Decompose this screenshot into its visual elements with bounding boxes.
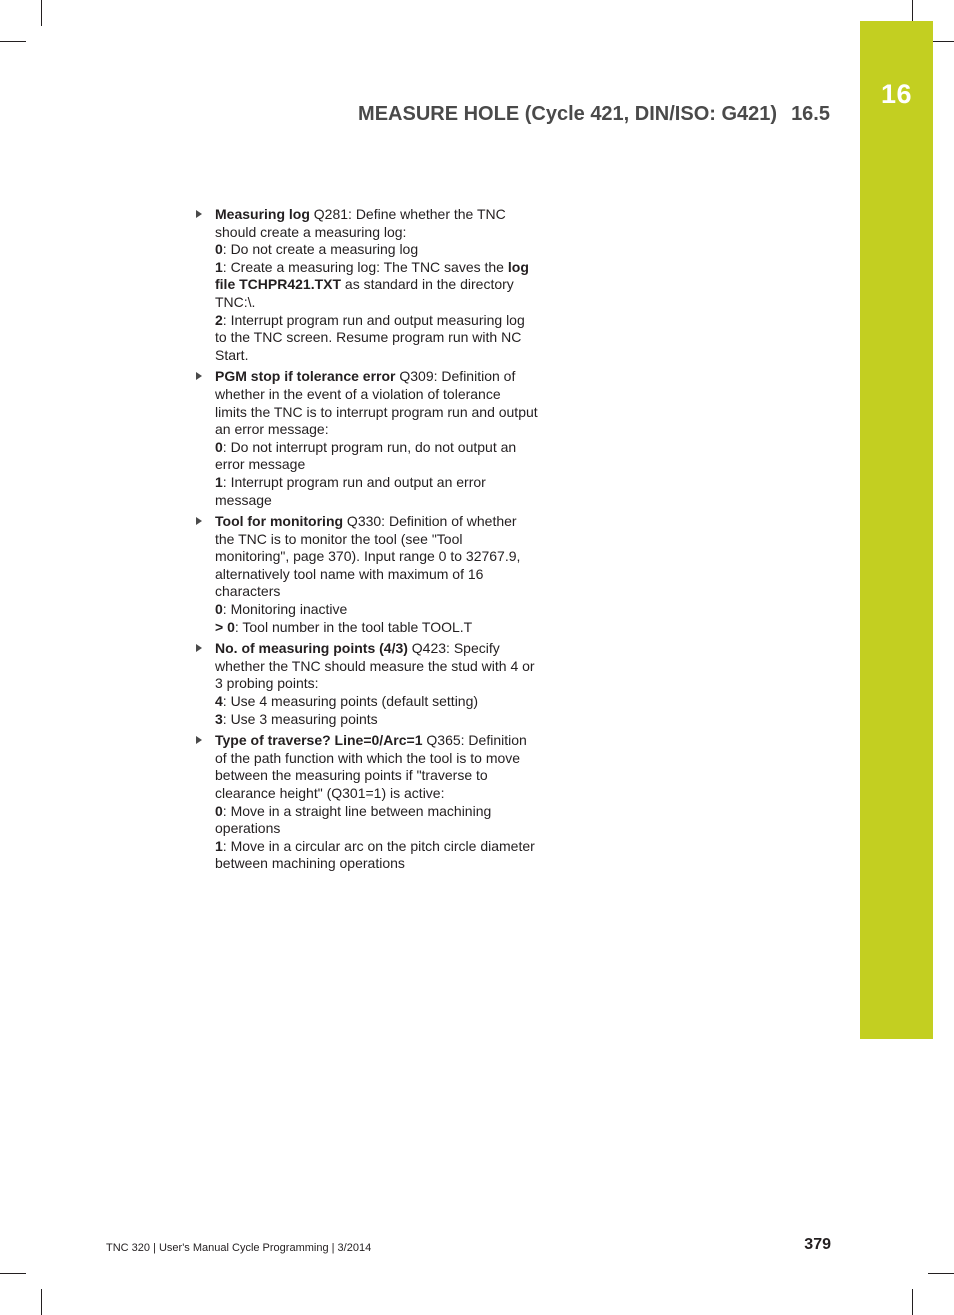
text-line <box>215 732 564 750</box>
text-line <box>215 583 564 601</box>
text-line <box>215 785 564 803</box>
text-run: : Tool number in the tool table TOOL.T <box>234 618 473 635</box>
crop-mark <box>0 41 26 42</box>
list-item <box>194 640 564 728</box>
list-item <box>194 206 564 364</box>
triangle-bullet-icon <box>196 372 202 380</box>
chapter-tab <box>860 21 933 1039</box>
text-line <box>215 456 564 474</box>
text-run: the TNC is to monitor the tool (see "Tool <box>215 530 463 547</box>
bold-term: 0 <box>215 241 223 258</box>
text-line <box>215 675 564 693</box>
text-line <box>215 803 564 821</box>
bold-term: 0 <box>215 601 223 618</box>
bold-term: 3 <box>215 710 223 727</box>
crop-mark <box>41 1289 42 1315</box>
bold-term: PGM stop if tolerance error <box>215 368 396 385</box>
bold-term: 1 <box>215 837 223 854</box>
text-line <box>215 259 564 277</box>
chapter-number: 16 <box>880 79 913 109</box>
text-run: Q281: Define whether the TNC <box>309 206 506 222</box>
text-line <box>215 838 564 856</box>
text-line <box>215 224 564 242</box>
bold-term: log <box>507 258 529 275</box>
text-line <box>215 640 564 658</box>
text-line <box>215 601 564 619</box>
text-line <box>215 750 564 768</box>
text-run: clearance height" (Q301=1) is active: <box>215 785 445 801</box>
header-title: MEASURE HOLE (Cycle 421, DIN/ISO: G421) <box>358 103 778 125</box>
page-number: 379 <box>804 1236 831 1253</box>
text-run: : Create a measuring log: The TNC saves the <box>222 258 508 275</box>
text-run: Q330: Definition of whether <box>343 513 517 530</box>
text-line <box>215 368 564 386</box>
text-run: : Interrupt program run and output an error <box>222 473 486 490</box>
text-run: should create a measuring log: <box>215 223 407 240</box>
triangle-bullet-icon <box>196 517 202 525</box>
text-run: operations <box>215 820 281 837</box>
text-run: Q309: Definition of <box>395 368 516 385</box>
text-line <box>215 276 564 294</box>
text-run: message <box>215 491 272 508</box>
text-line <box>215 820 564 838</box>
text-line <box>215 206 564 224</box>
text-run: : Use 3 measuring points <box>222 710 378 727</box>
text-line <box>215 474 564 492</box>
bold-term: > 0 <box>215 618 235 635</box>
text-run: characters <box>215 583 281 600</box>
triangle-bullet-icon <box>196 736 202 744</box>
list-item <box>194 732 564 873</box>
text-run: monitoring", page 370). Input range 0 to 32767.9, <box>215 548 521 565</box>
text-line <box>215 767 564 785</box>
list-item <box>194 513 564 636</box>
text-run: limits the TNC is to interrupt program run and output <box>215 403 538 420</box>
text-line <box>215 439 564 457</box>
text-line <box>215 855 564 873</box>
text-run: whether in the event of a violation of tolerance <box>215 385 501 402</box>
bold-term: 2 <box>215 311 223 328</box>
bold-term: 1 <box>215 258 223 275</box>
bold-term: 0 <box>215 802 223 819</box>
text-run: : Do not create a measuring log <box>222 241 419 258</box>
bold-term: file TCHPR421.TXT <box>215 276 342 293</box>
crop-mark <box>0 1273 26 1274</box>
text-line <box>215 347 564 365</box>
text-run: alternatively tool name with maximum of 16 <box>215 565 484 582</box>
text-line <box>215 241 564 259</box>
text-line <box>215 693 564 711</box>
bold-term: Tool for monitoring <box>215 513 344 530</box>
text-run: : Move in a straight line between machining <box>222 802 492 819</box>
text-line <box>215 312 564 330</box>
bold-term: 1 <box>215 473 223 490</box>
text-line <box>215 492 564 510</box>
text-run: Q423: Specify <box>407 640 500 657</box>
bold-term: No. of measuring points (4/3) <box>215 640 408 657</box>
text-line <box>215 548 564 566</box>
crop-mark <box>912 1289 913 1315</box>
text-run: : Move in a circular arc on the pitch circle diameter <box>222 837 535 854</box>
text-run: of the path function with which the tool is to move <box>215 749 521 766</box>
text-run: to the TNC screen. Resume program run with NC <box>215 329 522 346</box>
text-line <box>215 531 564 549</box>
text-run: 3 probing points: <box>215 675 319 692</box>
triangle-bullet-icon <box>196 210 202 218</box>
text-run: : Monitoring inactive <box>222 601 348 618</box>
text-line <box>215 294 564 312</box>
text-run: : Do not interrupt program run, do not output an <box>222 438 517 455</box>
parameter-list <box>194 206 564 877</box>
text-line <box>215 404 564 422</box>
text-line <box>215 329 564 347</box>
bold-term: 0 <box>215 438 223 455</box>
text-line <box>215 566 564 584</box>
text-line <box>215 513 564 531</box>
crop-mark <box>41 0 42 26</box>
list-item <box>194 368 564 509</box>
bold-term: 4 <box>215 693 223 710</box>
bold-term: Measuring log <box>215 206 310 222</box>
page-header <box>358 103 830 126</box>
text-run: : Interrupt program run and output measuring log <box>222 311 525 328</box>
text-line <box>215 711 564 729</box>
text-line <box>215 619 564 637</box>
text-run: between machining operations <box>215 855 405 872</box>
triangle-bullet-icon <box>196 644 202 652</box>
text-line <box>215 421 564 439</box>
header-section: 16.5 <box>791 103 830 125</box>
text-run: between the measuring points if "traverse to <box>215 767 488 784</box>
text-run: Start. <box>215 346 249 363</box>
text-line <box>215 386 564 404</box>
bold-term: Type of traverse? Line=0/Arc=1 <box>215 732 423 749</box>
text-run: whether the TNC should measure the stud with 4 or <box>215 657 535 674</box>
text-run: error message <box>215 456 306 473</box>
footer-text: TNC 320 | User's Manual Cycle Programming | 3/2014 <box>106 1242 372 1254</box>
text-run: as standard in the directory <box>341 276 514 293</box>
text-line <box>215 658 564 676</box>
text-run: : Use 4 measuring points (default setting) <box>222 693 479 710</box>
text-run: TNC:\. <box>215 293 256 310</box>
text-run: Q365: Definition <box>422 732 527 749</box>
crop-mark <box>928 1273 954 1274</box>
text-run: an error message: <box>215 421 329 438</box>
